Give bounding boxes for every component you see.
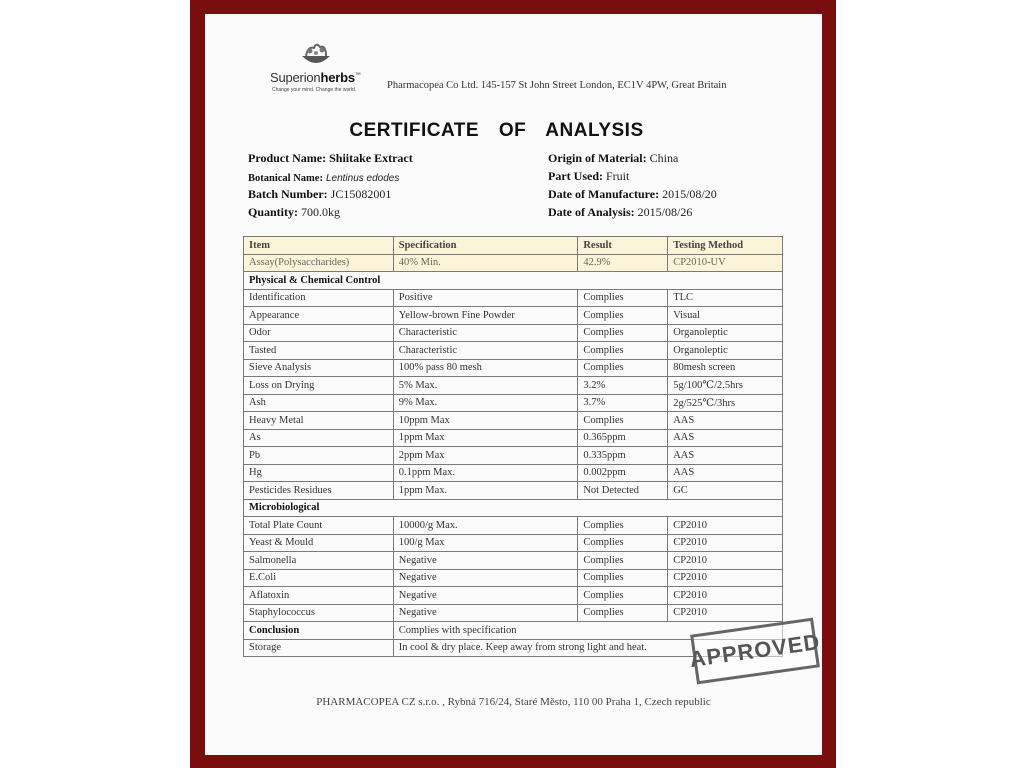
table-cell: As (244, 429, 394, 447)
table-cell: 5g/100℃/2.5hrs (668, 377, 783, 395)
table-cell: Negative (393, 552, 578, 570)
table-cell: 40% Min. (393, 254, 578, 272)
table-cell: Visual (668, 307, 783, 325)
table-row (244, 429, 783, 447)
batch-number-field: Batch Number: JC15082001 (248, 187, 392, 201)
table-cell: Aflatoxin (244, 587, 394, 605)
table-cell: Complies (578, 324, 668, 342)
table-cell: Yeast & Mould (244, 534, 394, 552)
table-cell: CP2010 (668, 534, 783, 552)
table-row (244, 324, 783, 342)
quantity-field: Quantity: 700.0kg (248, 205, 341, 219)
table-cell: Complies (578, 604, 668, 622)
table-cell: Assay(Polysaccharides) (244, 254, 394, 272)
table-cell: 42.9% (578, 254, 668, 272)
table-cell: Complies (578, 342, 668, 360)
table-row (244, 359, 783, 377)
table-cell: CP2010 (668, 604, 783, 622)
table-row (244, 517, 783, 535)
table-cell: Yellow-brown Fine Powder (393, 307, 578, 325)
storage-label: Storage (244, 639, 394, 657)
table-row (244, 289, 783, 307)
table-cell: 1ppm Max. (393, 482, 578, 500)
table-cell: Total Plate Count (244, 517, 394, 535)
part-used-field: Part Used: Fruit (548, 169, 630, 183)
column-header: Testing Method (668, 237, 783, 255)
table-cell: 0.335ppm (578, 447, 668, 465)
table-cell: Characteristic (393, 324, 578, 342)
table-cell: Positive (393, 289, 578, 307)
section-title: Physical & Chemical Control (244, 272, 783, 290)
table-cell: 10000/g Max. (393, 517, 578, 535)
table-cell: Complies (578, 289, 668, 307)
column-header: Result (578, 237, 668, 255)
table-cell: CP2010-UV (668, 254, 783, 272)
stamp-text: APPROVED (688, 628, 822, 673)
table-row (244, 377, 783, 395)
table-cell: GC (668, 482, 783, 500)
table-cell: Complies (578, 587, 668, 605)
table-row (244, 552, 783, 570)
table-cell: 9% Max. (393, 394, 578, 412)
table-row (244, 604, 783, 622)
table-cell: Appearance (244, 307, 394, 325)
table-cell: Staphylococcus (244, 604, 394, 622)
table-cell: 100/g Max (393, 534, 578, 552)
conclusion-value: Complies with specification (393, 622, 782, 640)
table-cell: 0.1ppm Max. (393, 464, 578, 482)
table-cell: Sieve Analysis (244, 359, 394, 377)
botanical-name-field: Botanical Name: Lentinus edodes (248, 173, 400, 184)
table-cell: Pb (244, 447, 394, 465)
table-cell: 1ppm Max (393, 429, 578, 447)
table-cell: Odor (244, 324, 394, 342)
table-cell: 3.2% (578, 377, 668, 395)
table-row (244, 447, 783, 465)
section-row-microbiological (244, 499, 783, 517)
table-row (244, 342, 783, 360)
table-cell: Not Detected (578, 482, 668, 500)
origin-field: Origin of Material: China (548, 151, 679, 165)
table-row (244, 569, 783, 587)
table-cell: Identification (244, 289, 394, 307)
table-cell: Tasted (244, 342, 394, 360)
table-cell: Complies (578, 307, 668, 325)
table-cell: 10ppm Max (393, 412, 578, 430)
column-header: Item (244, 237, 394, 255)
herb-mortar-icon (296, 42, 336, 72)
section-title: Microbiological (244, 499, 783, 517)
table-cell: Complies (578, 552, 668, 570)
table-cell: Negative (393, 569, 578, 587)
section-row-physical (244, 272, 783, 290)
table-header-row (244, 237, 783, 255)
page-title: CERTIFICATE OF ANALYSIS (349, 120, 644, 141)
table-cell: 2g/525℃/3hrs (668, 394, 783, 412)
superionherbs-logo (270, 42, 386, 96)
table-cell: 0.002ppm (578, 464, 668, 482)
table-row (244, 394, 783, 412)
table-cell: Loss on Drying (244, 377, 394, 395)
table-row (244, 412, 783, 430)
table-cell: Characteristic (393, 342, 578, 360)
table-cell: Organoleptic (668, 324, 783, 342)
table-cell: CP2010 (668, 569, 783, 587)
table-cell: Ash (244, 394, 394, 412)
brand-tagline: Change your mind. Change the world. (272, 87, 357, 93)
table-cell: CP2010 (668, 517, 783, 535)
table-row (244, 482, 783, 500)
analysis-date-field: Date of Analysis: 2015/08/26 (548, 205, 693, 219)
table-row (244, 307, 783, 325)
table-row (244, 464, 783, 482)
table-cell: Complies (578, 534, 668, 552)
table-cell: Negative (393, 587, 578, 605)
table-cell: Organoleptic (668, 342, 783, 360)
table-cell: AAS (668, 412, 783, 430)
brand-name: Superionherbs™ (270, 70, 361, 85)
table-cell: Complies (578, 359, 668, 377)
analysis-table (243, 236, 783, 657)
assay-row (244, 254, 783, 272)
table-cell: AAS (668, 447, 783, 465)
table-cell: CP2010 (668, 587, 783, 605)
storage-value: In cool & dry place. Keep away from strong light and heat. (393, 639, 782, 657)
table-cell: TLC (668, 289, 783, 307)
table-cell: Salmonella (244, 552, 394, 570)
company-address: Pharmacopea Co Ltd. 145-157 St John Street London, EC1V 4PW, Great Britain (387, 80, 727, 91)
table-cell: 100% pass 80 mesh (393, 359, 578, 377)
table-cell: 80mesh screen (668, 359, 783, 377)
table-cell: CP2010 (668, 552, 783, 570)
table-cell: 0.365ppm (578, 429, 668, 447)
table-cell: AAS (668, 429, 783, 447)
table-cell: 2ppm Max (393, 447, 578, 465)
table-cell: 5% Max. (393, 377, 578, 395)
table-cell: Complies (578, 569, 668, 587)
table-row (244, 534, 783, 552)
product-name-field: Product Name: Shiitake Extract (248, 151, 413, 165)
table-cell: Negative (393, 604, 578, 622)
table-cell: 3.7% (578, 394, 668, 412)
table-cell: E.Coli (244, 569, 394, 587)
table-cell: AAS (668, 464, 783, 482)
table-cell: Hg (244, 464, 394, 482)
column-header: Specification (393, 237, 578, 255)
table-cell: Complies (578, 412, 668, 430)
table-cell: Heavy Metal (244, 412, 394, 430)
manufacture-date-field: Date of Manufacture: 2015/08/20 (548, 187, 717, 201)
footer-address: PHARMACOPEA CZ s.r.o. , Rybná 716/24, Staré Město, 110 00 Praha 1, Czech republic (316, 696, 711, 708)
table-cell: Pesticides Residues (244, 482, 394, 500)
table-cell: Complies (578, 517, 668, 535)
table-row (244, 587, 783, 605)
conclusion-label: Conclusion (244, 622, 394, 640)
